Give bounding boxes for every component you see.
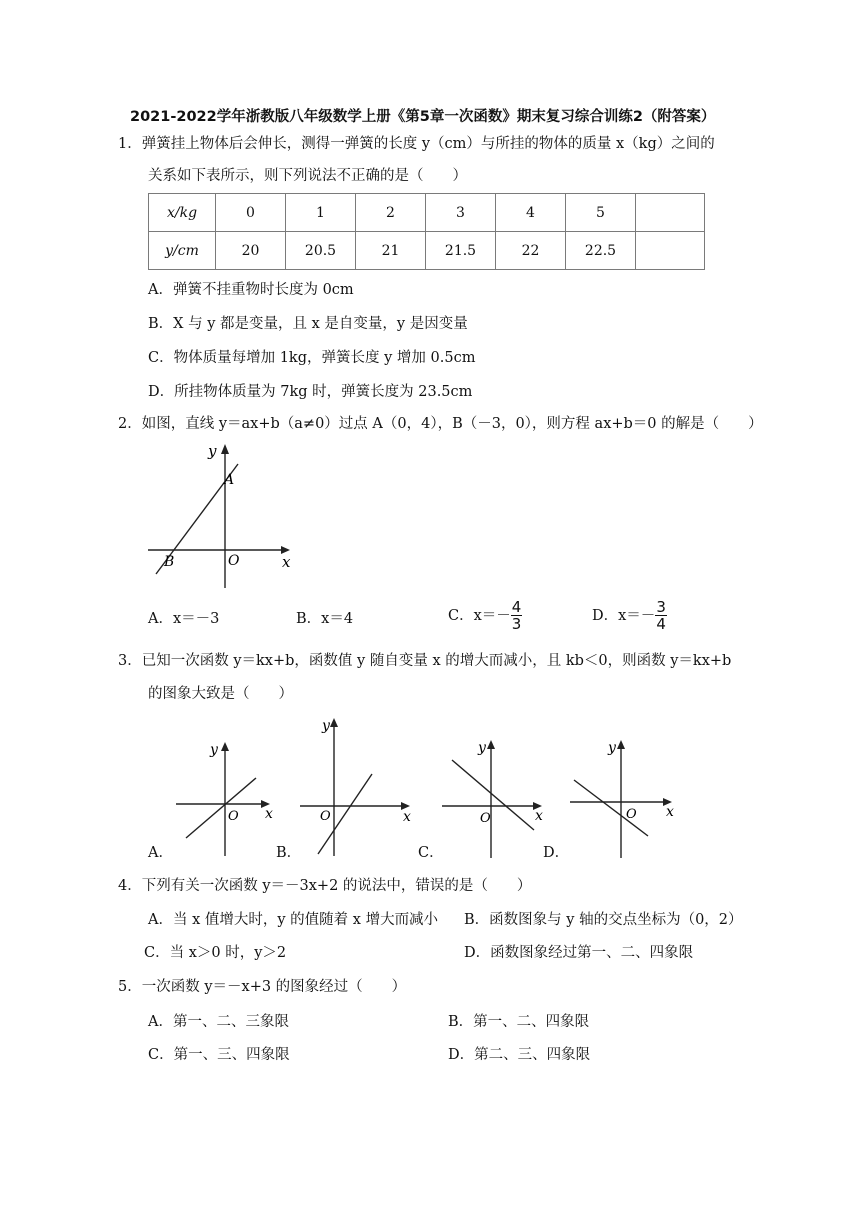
q1-data-table (148, 193, 705, 270)
q2-x-axis-label: x (282, 553, 291, 571)
q5-option-a: A．第一、二、三象限 (148, 1014, 289, 1030)
table-cell: 22 (496, 232, 566, 270)
q3-d-origin-label: O (626, 807, 637, 822)
q1-option-c: C．物体质量每增加 1kg，弹簧长度 y 增加 0.5cm (148, 350, 476, 366)
q3-graph-c (438, 736, 550, 860)
table-row (149, 232, 705, 270)
q2-y-axis-label: y (208, 442, 217, 460)
q2-option-c-fraction (511, 599, 523, 632)
q2-option-d-prefix: D．x＝－ (592, 607, 656, 624)
q3-d-y-label: y (608, 740, 616, 756)
table-cell: 21 (356, 232, 426, 270)
q1-stem-line2: 关系如下表所示，则下列说法不正确的是（ ） (148, 168, 467, 184)
q2-point-b-label: B (164, 554, 175, 570)
table-cell: 20 (216, 232, 286, 270)
table-cell: 22.5 (566, 232, 636, 270)
table-row (149, 194, 705, 232)
q3-choice-c: C． (418, 845, 444, 861)
q4-stem-line1: 4．下列有关一次函数 y＝－3x+2 的说法中，错误的是（ ） (118, 878, 532, 894)
q3-b-x-label: x (403, 809, 411, 825)
table-cell: x/kg (149, 194, 216, 232)
q3-stem-line2: 的图象大致是（ ） (148, 686, 293, 702)
table-cell: y/cm (149, 232, 216, 270)
q3-a-y-label: y (210, 742, 218, 758)
q3-graph-a (172, 738, 280, 858)
q2-option-d-fraction (655, 599, 667, 632)
q2-option-c (448, 599, 522, 632)
fraction-denominator: 4 (656, 615, 666, 633)
table-cell: 1 (286, 194, 356, 232)
q3-choice-b: B． (276, 845, 302, 861)
table-cell: 3 (426, 194, 496, 232)
q3-graph-b (296, 714, 418, 860)
fraction-numerator: 4 (511, 598, 522, 616)
q3-c-y-label: y (478, 740, 486, 756)
q3-graph-d (566, 736, 680, 860)
table-cell (636, 232, 705, 270)
q3-choice-a: A． (148, 845, 173, 861)
table-cell: 0 (216, 194, 286, 232)
q1-option-d: D．所挂物体质量为 7kg 时，弹簧长度为 23.5cm (148, 384, 473, 400)
table-cell (636, 194, 705, 232)
page-title: 2021-2022学年浙教版八年级数学上册《第5章一次函数》期末复习综合训练2（附答案） (130, 109, 716, 125)
q4-option-d: D．函数图象经过第一、二、四象限 (464, 945, 694, 961)
table-cell: 2 (356, 194, 426, 232)
fraction-numerator: 3 (656, 598, 666, 616)
q1-stem-line1: 1．弹簧挂上物体后会伸长，测得一弹簧的长度 y（cm）与所挂的物体的质量 x（kg）之间的 (118, 136, 715, 152)
table-cell: 20.5 (286, 232, 356, 270)
fraction-denominator: 3 (511, 615, 522, 633)
q2-origin-label: O (228, 553, 240, 569)
q1-option-b: B．X 与 y 都是变量，且 x 是自变量，y 是因变量 (148, 316, 468, 332)
q3-a-x-label: x (265, 806, 273, 822)
q2-stem-line1: 2．如图，直线 y＝ax+b（a≠0）过点 A（0，4），B（－3，0），则方程 ax+b＝0 的解是（ ） (118, 416, 763, 432)
q3-c-x-label: x (535, 808, 543, 824)
q5-stem-line1: 5．一次函数 y＝－x+3 的图象经过（ ） (118, 979, 407, 995)
q2-option-a: A．x＝－3 (148, 611, 220, 627)
q2-option-d (592, 599, 667, 632)
q3-d-x-label: x (666, 804, 674, 820)
q3-choice-d: D． (543, 845, 570, 861)
q2-line-graph (140, 438, 300, 588)
q2-option-b: B．x＝4 (296, 611, 354, 627)
q3-b-origin-label: O (320, 809, 331, 824)
q5-option-b: B．第一、二、四象限 (448, 1014, 590, 1030)
q3-c-origin-label: O (480, 811, 491, 826)
q5-option-c: C．第一、三、四象限 (148, 1047, 290, 1063)
table-cell: 5 (566, 194, 636, 232)
table-cell: 21.5 (426, 232, 496, 270)
table-cell: 4 (496, 194, 566, 232)
q3-b-y-label: y (322, 718, 330, 734)
q3-a-origin-label: O (228, 809, 239, 824)
q2-option-c-prefix: C．x＝－ (448, 607, 511, 624)
q3-stem-line1: 3．已知一次函数 y＝kx+b，函数值 y 随自变量 x 的增大而减小，且 kb＜0，则函数 y＝kx+b (118, 653, 732, 669)
q5-option-d: D．第二、三、四象限 (448, 1047, 591, 1063)
q2-point-a-label: A (224, 472, 235, 488)
q4-option-b: B．函数图象与 y 轴的交点坐标为（0，2） (464, 912, 743, 928)
q1-option-a: A．弹簧不挂重物时长度为 0cm (148, 282, 354, 298)
q4-option-a: A．当 x 值增大时，y 的值随着 x 增大而减小 (148, 912, 439, 928)
q4-option-c: C．当 x＞0 时，y＞2 (144, 945, 287, 961)
